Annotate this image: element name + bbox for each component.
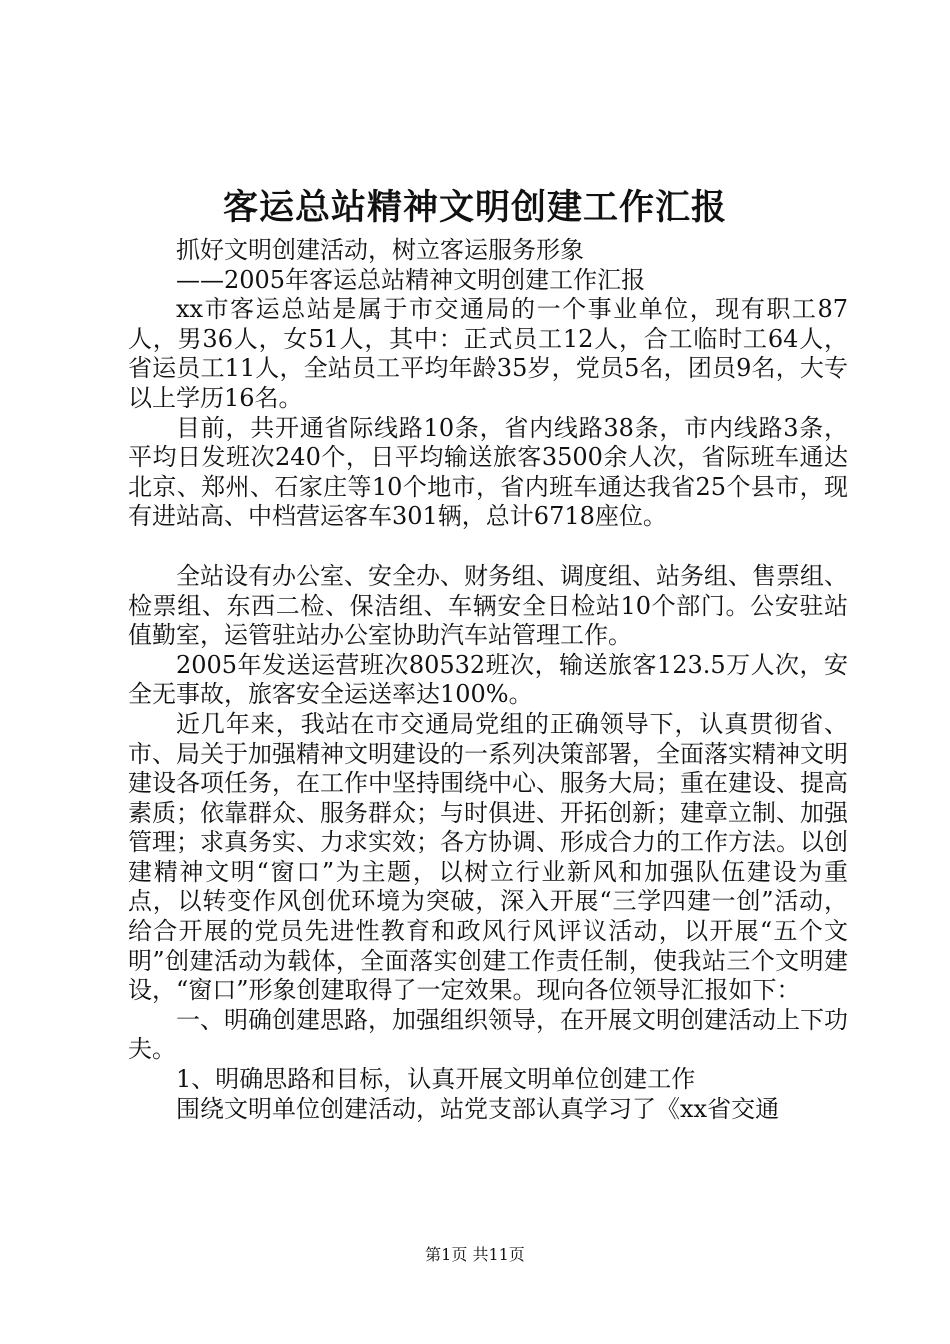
paragraph-departments: 全站设有办公室、安全办、财务组、调度组、站务组、售票组、检票组、东西二检、保洁组、车辆安全日检站10个部门。公安驻站值勤室，运管驻站办公室协助汽车站管理工作。 bbox=[128, 561, 848, 650]
paragraph-overview: 近几年来，我站在市交通局党组的正确领导下，认真贯彻省、市、局关于加强精神文明建设的一系列决策部署，全面落实精神文明建设各项任务，在工作中坚持围绕中心、服务大局；重在建设、提高素质；依靠群众、服务群众；与时俱进、开拓创新；建章立制、加强管理；求真务实、力求实效；各方协调、形成合力的工作方法。以创建精神文明“窗口”为主题，以树立行业新风和加强队伍建设为重点，以转变作风创优环境为突破，深入开展“三学四建一创”活动，给合开展的党员先进性教育和政风行风评议活动，以开展“五个文明”创建活动为载体，全面落实创建工作责任制，使我站三个文明建设，“窗口”形象创建取得了一定效果。现向各位领导汇报如下： bbox=[128, 709, 848, 1005]
paragraph-truncated: 围绕文明单位创建活动，站党支部认真学习了《xx省交通 bbox=[176, 1094, 780, 1123]
section-heading-1: 一、明确创建思路，加强组织领导，在开展文明创建活动上下功夫。 bbox=[128, 1005, 848, 1064]
subsection-heading-1: 1、明确思路和目标，认真开展文明单位创建工作 bbox=[176, 1065, 696, 1094]
document-title: 客运总站精神文明创建工作汇报 bbox=[222, 187, 727, 228]
subtitle-subline: ——2005年客运总站精神文明创建工作汇报 bbox=[176, 265, 646, 294]
paragraph-staff: xx市客运总站是属于市交通局的一个事业单位，现有职工87人，男36人，女51人，其中：正式员工12人，合工临时工64人，省运员工11人，全站员工平均年龄35岁，党员5名，团员9名，大专以上学历16名。 bbox=[128, 295, 848, 412]
subtitle-line: 抓好文明创建活动，树立客运服务形象 bbox=[176, 236, 584, 264]
page-footer: 第1页 共11页 bbox=[425, 1245, 525, 1264]
paragraph-2005-stats: 2005年发送运营班次80532班次，输送旅客123.5万人次，安全无事故，旅客安全运送率达100%。 bbox=[128, 650, 848, 709]
document-body bbox=[128, 236, 848, 1124]
paragraph-routes: 目前，共开通省际线路10条，省内线路38条，市内线路3条，平均日发班次240个，日平均输送旅客3500余人次，省际班车通达北京、郑州、石家庄等10个地市，省内班车通达我省25个县市，现有进站高、中档营运客车301辆，总计6718座位。 bbox=[128, 413, 848, 531]
